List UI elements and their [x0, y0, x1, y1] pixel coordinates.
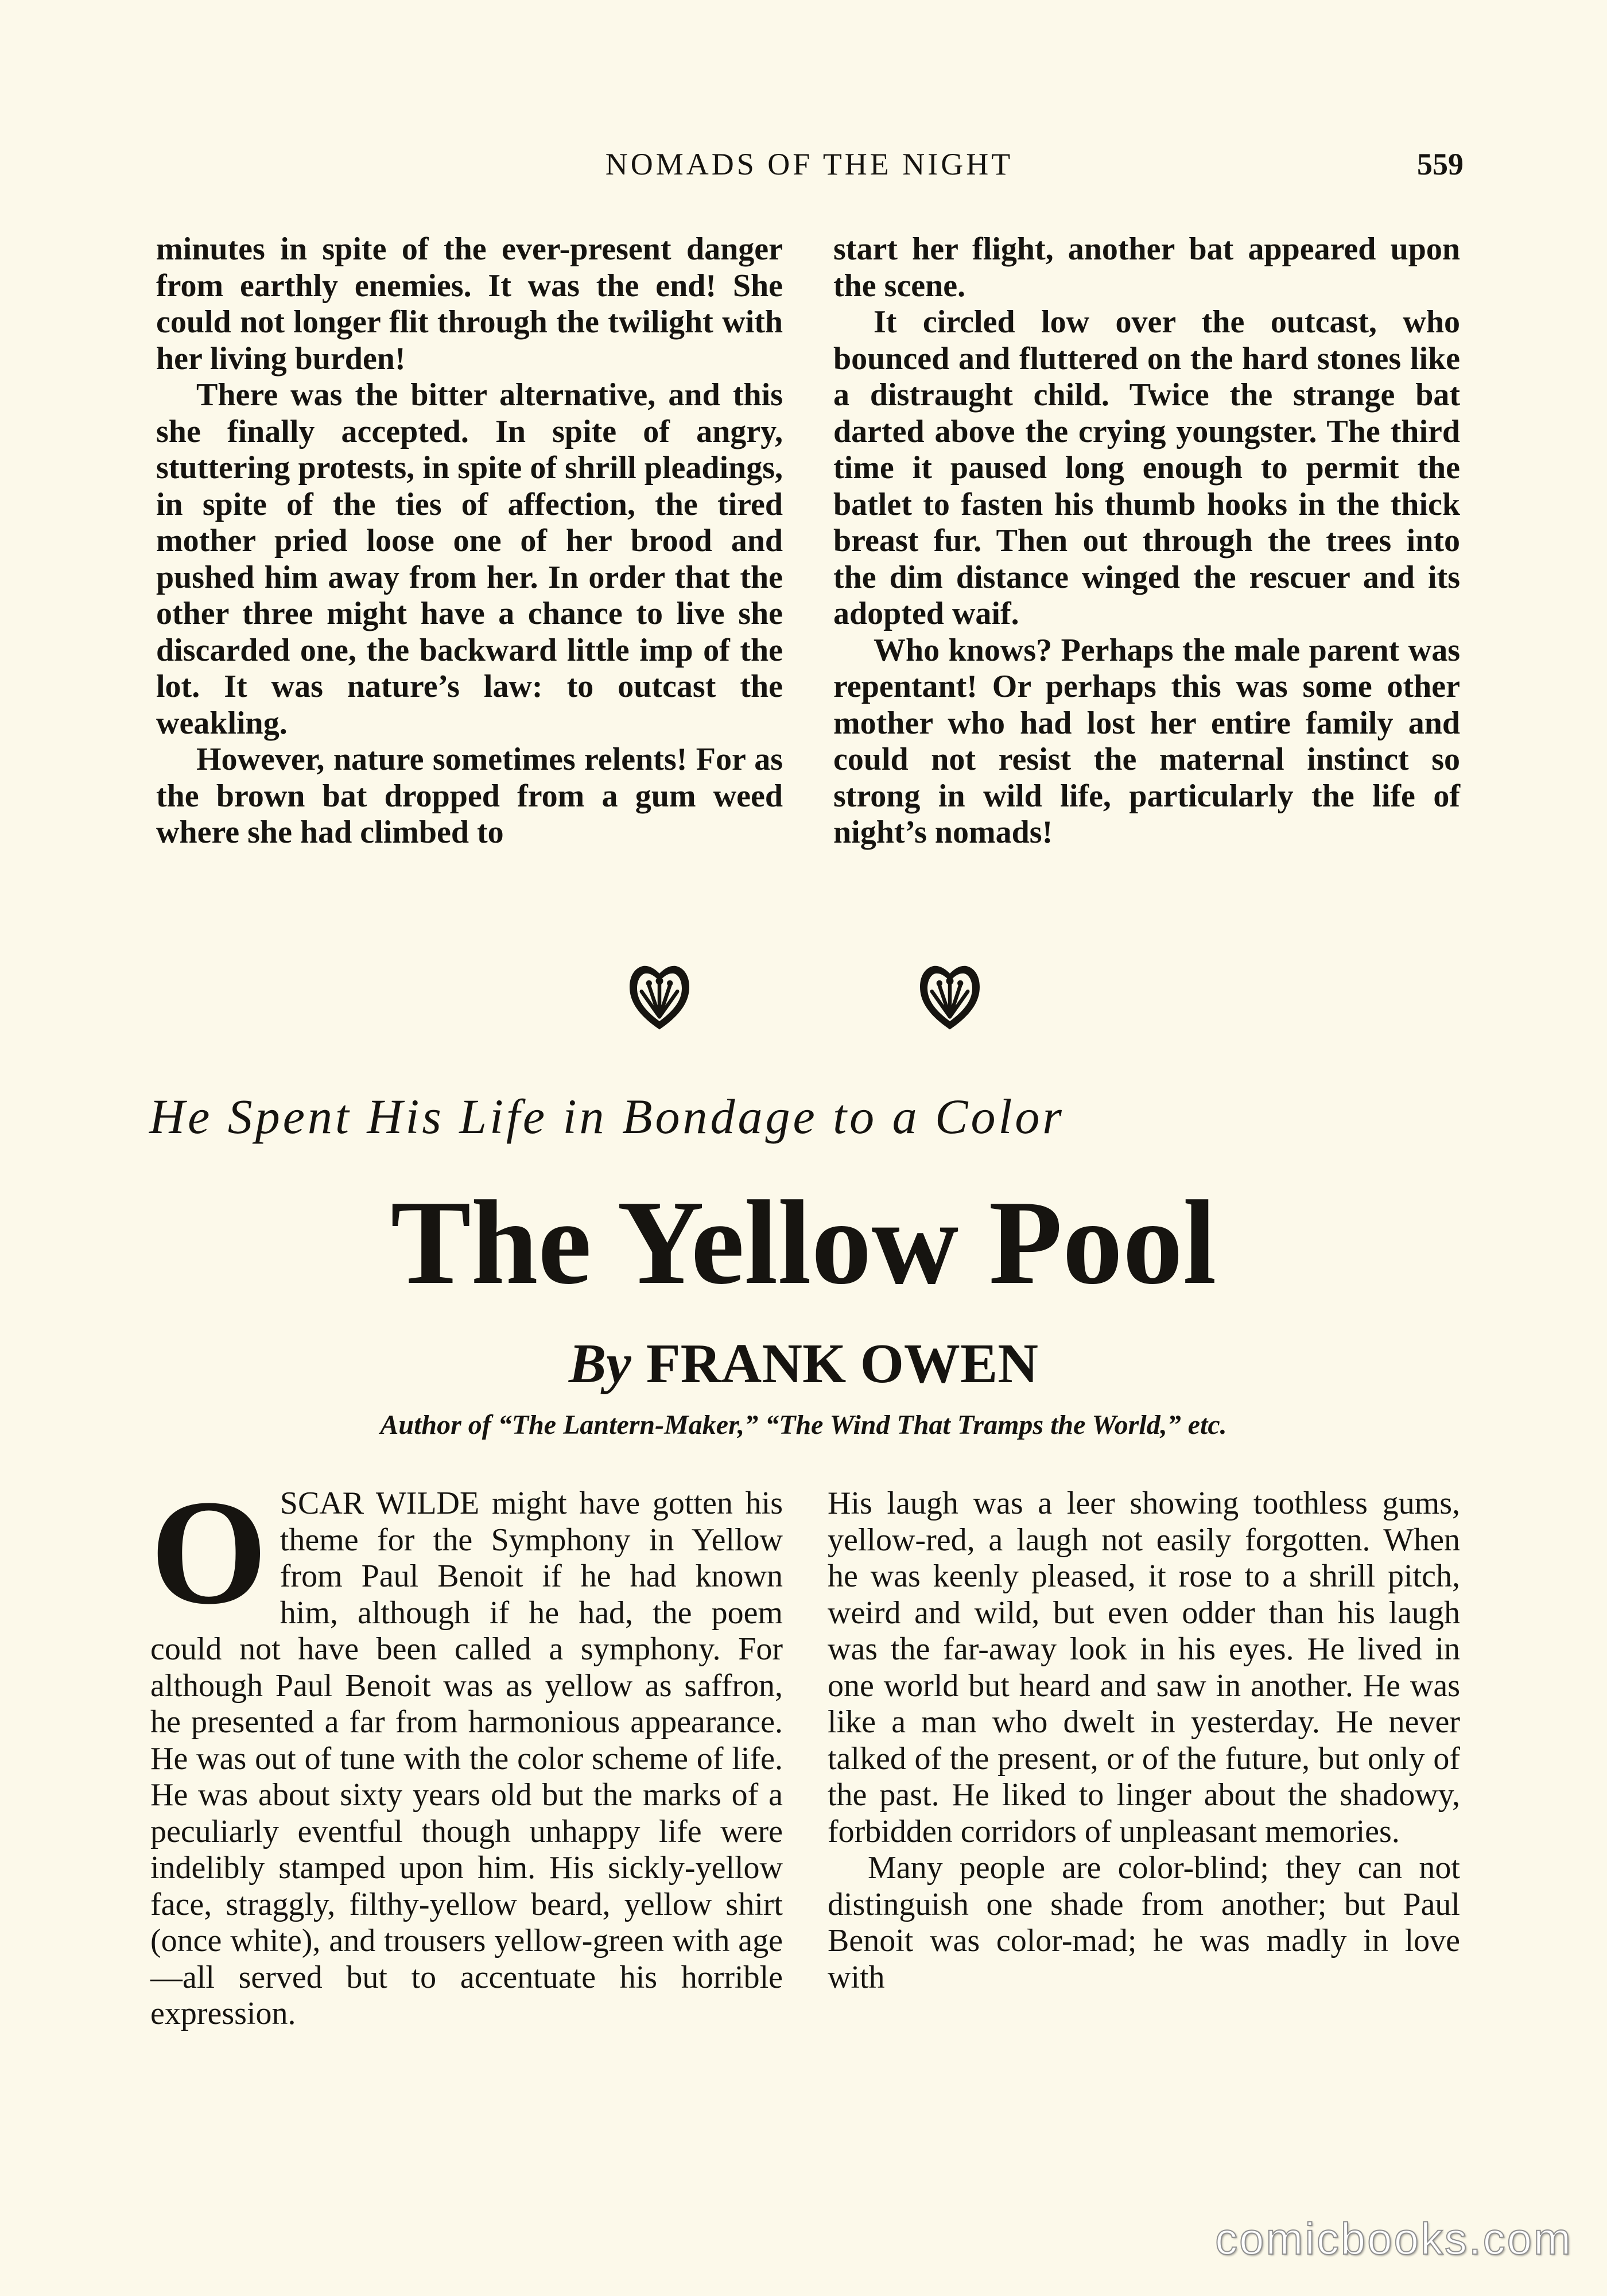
story-title: The Yellow Pool: [390, 1176, 1217, 1309]
watermark: comicbooks.com: [1215, 2213, 1573, 2264]
paragraph: Many people are color-blind; they can not distinguish one shade from another; but Paul Benoit was color-mad; he was madly in love with: [828, 1850, 1460, 1995]
byline: [0, 1332, 1607, 1396]
previous-story-left-column: [156, 231, 783, 851]
previous-story-right-column: [833, 231, 1460, 851]
page-number: 559: [1417, 147, 1464, 181]
fleuron-shield-icon: [913, 959, 987, 1033]
paragraph: minutes in spite of the ever-present danger from earthly enemies. It was the end! She could not longer flit through the twilight with her living burden!: [156, 231, 783, 377]
paragraph: SCAR WILDE might have gotten his theme for the Symphony in Yellow from Paul Benoit if he had known him, although if he had, the poem could not have been called a symphony. For although Paul Benoit was as yellow as saffron, he presented a far from harmonious appearance. He was out of tune with the color scheme of life. He was about sixty years old but the marks of a peculiarly eventful though unhappy life were indelibly stamped upon him. His sickly-yellow face, straggly, filthy-yellow beard, yellow shirt (once white), and trousers yellow-green with age—all served but to accentuate his horrible expression.: [150, 1486, 783, 2031]
running-head: [155, 146, 1464, 187]
section-divider: [0, 959, 1607, 1039]
fleuron-shield-icon: [622, 959, 697, 1033]
paragraph: Who knows? Perhaps the male parent was repentant! Or perhaps this was some other mother who had lost her entire family and could not resist the maternal instinct so strong in wild life, particularly the life of night’s nomads!: [833, 632, 1460, 850]
paragraph: His laugh was a leer showing toothless gums, yellow-red, a laugh not easily forgotten. When he was keenly pleased, it rose to a shrill pitch, weird and wild, but even odder than his laugh was the far-away look in his eyes. He lived in one world but heard and saw in another. He was like a man who dwelt in yesterday. He never talked of the present, or of the future, but only of the past. He liked to linger about the shadowy, forbidden corridors of unpleasant memories.: [828, 1486, 1460, 1849]
story-right-column: [828, 1486, 1460, 1996]
paragraph: start her flight, another bat appeared upon the scene.: [833, 231, 1460, 304]
byline-by: By: [568, 1333, 631, 1395]
story-left-column: [150, 1469, 783, 2033]
author-credits: Author of “The Lantern-Maker,” “The Wind That Tramps the World,” etc.: [380, 1410, 1227, 1440]
running-title: NOMADS OF THE NIGHT: [605, 147, 1014, 181]
author-name: FRANK OWEN: [646, 1333, 1039, 1395]
paragraph: It circled low over the outcast, who bounced and fluttered on the hard stones like a distraught child. Twice the strange bat darted above the crying youngster. The third time it paused long enough to permit the batlet to fasten his thumb hooks in the thick breast fur. Then out through the trees into the dim distance winged the rescuer and its adopted waif.: [833, 304, 1460, 631]
paragraph: There was the bitter alternative, and this she finally accepted. In spite of angry, stuttering protests, in spite of shrill pleadings, in spite of the ties of affection, the tired mother pried loose one of her brood and pushed him away from her. In order that the other three might have a chance to live she discarded one, the backward little imp of the lot. It was nature’s law: to outcast the weakling.: [156, 377, 783, 741]
drop-cap: O: [150, 1469, 267, 1635]
story-subtitle: He Spent His Life in Bondage to a Color: [149, 1089, 1065, 1144]
paragraph: However, nature sometimes relents! For as the brown bat dropped from a gum weed where she had climbed to: [156, 742, 783, 850]
